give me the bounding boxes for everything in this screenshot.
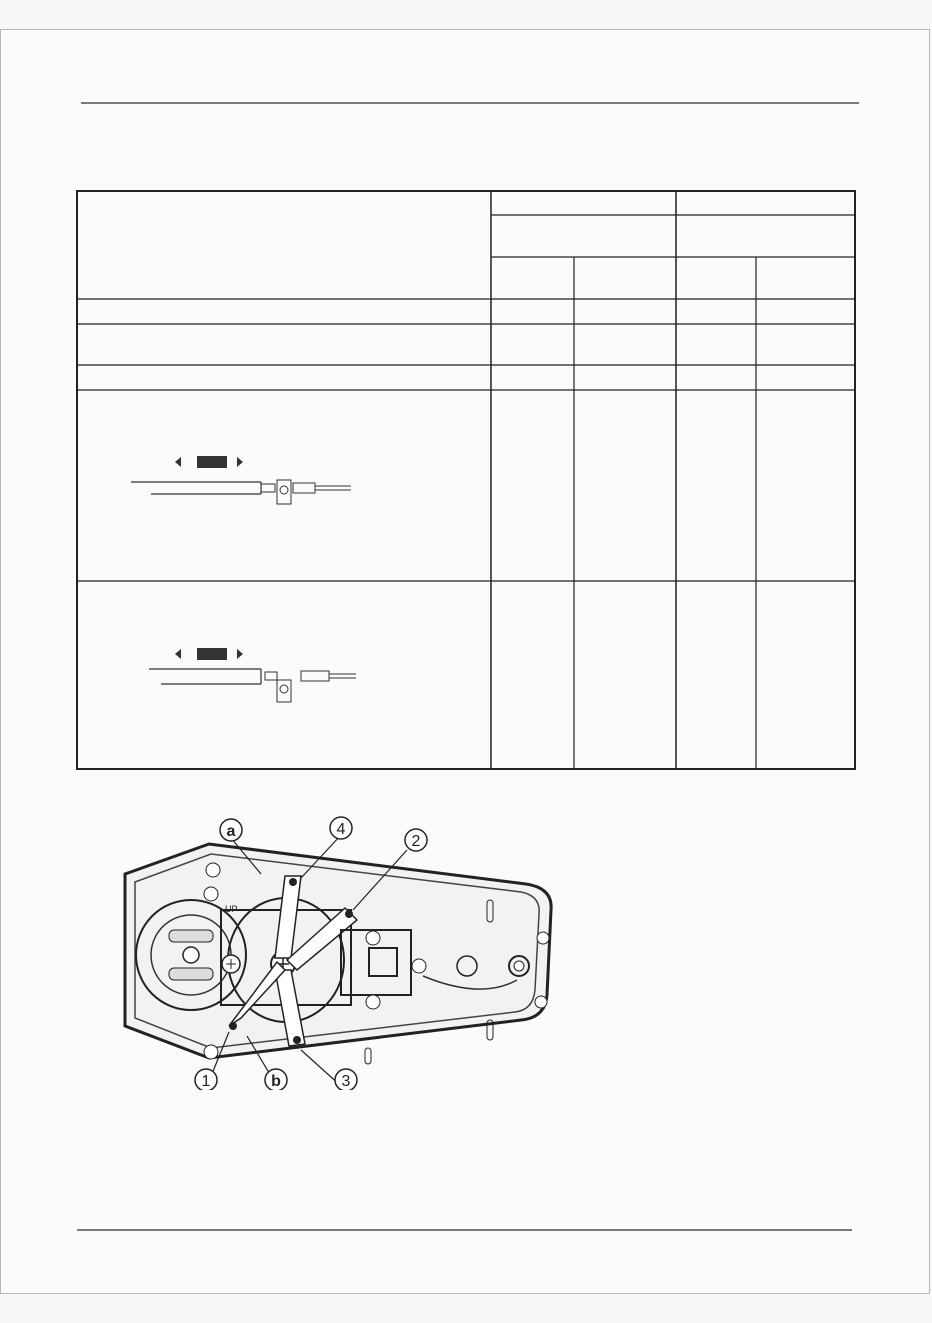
callout-4 bbox=[330, 817, 352, 839]
svg-text:1: 1 bbox=[201, 1073, 211, 1090]
header-rule bbox=[81, 102, 859, 104]
callout-3 bbox=[335, 1069, 357, 1090]
cable-adjust-illustration-2 bbox=[149, 648, 356, 702]
svg-text:4: 4 bbox=[336, 821, 346, 838]
manual-page bbox=[0, 29, 930, 1294]
up-label: UP bbox=[225, 904, 238, 914]
callout-1 bbox=[195, 1069, 217, 1090]
svg-text:a: a bbox=[226, 823, 236, 840]
svg-text:b: b bbox=[271, 1073, 281, 1090]
callout-a bbox=[220, 819, 242, 841]
remote-control-diagram bbox=[101, 790, 571, 1090]
svg-text:3: 3 bbox=[341, 1073, 351, 1090]
callout-2 bbox=[405, 829, 427, 851]
callout-b bbox=[265, 1069, 287, 1090]
spec-table bbox=[76, 190, 856, 770]
svg-text:2: 2 bbox=[411, 833, 421, 850]
cable-adjust-illustration-1 bbox=[131, 456, 351, 504]
footer-rule bbox=[77, 1229, 852, 1231]
